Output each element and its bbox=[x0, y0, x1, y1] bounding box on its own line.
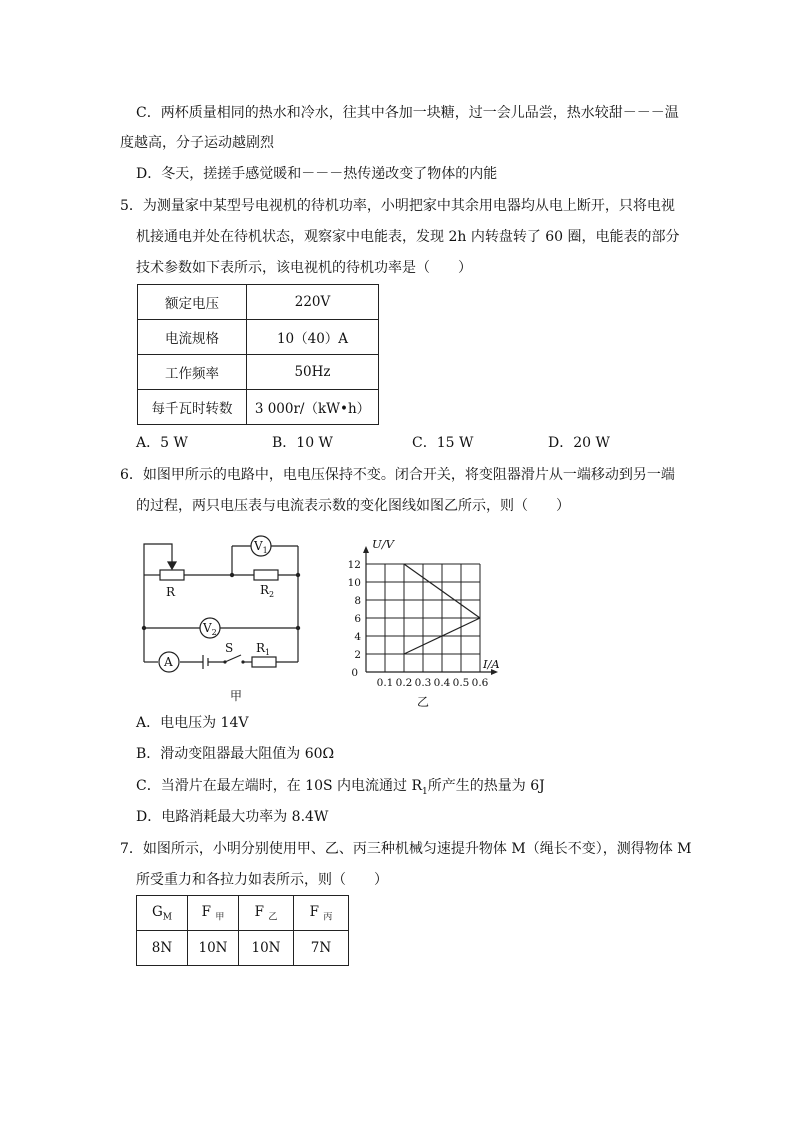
spec-value: 3 000r/（kW•h） bbox=[247, 390, 379, 425]
q6-option-a[interactable]: A．电电压为 14V bbox=[136, 715, 249, 731]
label-v2: $V_2$ bbox=[203, 621, 217, 637]
y-axis-label: U/V bbox=[372, 537, 394, 551]
label-r: R bbox=[166, 585, 176, 599]
q4-option-c-line2: 度越高，分子运动越剧烈 bbox=[120, 135, 274, 151]
resistor-r2 bbox=[254, 570, 278, 580]
q5-option-c[interactable]: C．15 W bbox=[412, 435, 474, 451]
label-v1: $V_1$ bbox=[254, 539, 268, 555]
table-row bbox=[137, 896, 349, 931]
graph-caption-yi: 乙 bbox=[416, 695, 430, 709]
q6-option-d[interactable]: D．电路消耗最大功率为 8.4W bbox=[136, 809, 329, 825]
spec-label: 电流规格 bbox=[138, 320, 247, 355]
value-f-jia: 10N bbox=[188, 931, 239, 966]
label-r1: $R_1$ bbox=[256, 641, 271, 657]
spec-value: 50Hz bbox=[247, 355, 379, 390]
q7-stem-line1: 7．如图所示，小明分别使用甲、乙、丙三种机械匀速提升物体 M（绳长不变），测得物体 M bbox=[120, 841, 692, 857]
table-row bbox=[137, 931, 349, 966]
y-tick-label: 8 bbox=[354, 595, 361, 607]
meter-spec-table bbox=[137, 284, 379, 425]
x-tick-label: 0.1 bbox=[376, 677, 394, 689]
q5-stem-line3: 技术参数如下表所示，该电视机的待机功率是（ ） bbox=[136, 260, 472, 276]
force-table bbox=[136, 895, 349, 966]
label-r2: $R_2$ bbox=[260, 583, 275, 599]
q5-option-b[interactable]: B．10 W bbox=[272, 435, 333, 451]
header-f-bing: F $_丙$ bbox=[294, 896, 349, 931]
x-tick-label: 0.3 bbox=[414, 677, 432, 689]
q5-stem-line1: 5．为测量家中某型号电视机的待机功率，小明把家中其余用电器均从电上断开，只将电视 bbox=[120, 198, 675, 214]
q6-stem-line2: 的过程，两只电压表与电流表示数的变化图线如图乙所示，则（ ） bbox=[136, 498, 570, 514]
header-f-jia: F $_甲$ bbox=[188, 896, 239, 931]
label-a: A bbox=[164, 655, 173, 669]
circuit-diagram bbox=[130, 528, 315, 708]
value-gm: 8N bbox=[137, 931, 188, 966]
resistor-r bbox=[160, 570, 184, 580]
y-axis-arrow bbox=[363, 546, 369, 553]
q5-stem-line2: 机接通电并处在待机状态，观察家中电能表，发现 2h 内转盘转了 60 圈，电能表的部分 bbox=[136, 229, 680, 245]
spec-label: 工作频率 bbox=[138, 355, 247, 390]
x-tick-label: 0.2 bbox=[395, 677, 413, 689]
q6-option-c[interactable]: C．当滑片在最左端时，在 10S 内电流通过 $R_1$所产生的热量为 6J bbox=[136, 778, 545, 797]
x-tick-label: 0.5 bbox=[452, 677, 470, 689]
switch-s bbox=[225, 655, 241, 662]
iv-graph bbox=[330, 532, 500, 710]
table-row bbox=[138, 390, 379, 425]
table-row bbox=[138, 285, 379, 320]
spec-label: 每千瓦时转数 bbox=[138, 390, 247, 425]
q4-option-c-line1: C．两杯质量相同的热水和冷水，往其中各加一块糖，过一会儿品尝，热水较甜－－－温 bbox=[136, 105, 679, 121]
value-f-yi: 10N bbox=[239, 931, 294, 966]
q4-option-d: D．冬天，搓搓手感觉暖和－－－热传递改变了物体的内能 bbox=[136, 166, 498, 182]
x-tick-label: 0.6 bbox=[471, 677, 489, 689]
y-tick-label: 12 bbox=[347, 559, 361, 571]
y-tick-label: 2 bbox=[354, 649, 361, 661]
x-axis-label: I/A bbox=[483, 657, 500, 671]
header-gm: $G_M$ bbox=[137, 896, 188, 931]
header-f-yi: F $_乙$ bbox=[239, 896, 294, 931]
slider-arrow bbox=[168, 562, 176, 569]
label-s: S bbox=[225, 641, 234, 655]
x-tick-label: 0.4 bbox=[433, 677, 451, 689]
y-tick-label: 4 bbox=[354, 631, 361, 643]
q6-option-b[interactable]: B．滑动变阻器最大阻值为 60Ω bbox=[136, 746, 335, 762]
q5-option-d[interactable]: D．20 W bbox=[548, 435, 610, 451]
spec-value: 10（40）A bbox=[247, 320, 379, 355]
value-f-bing: 7N bbox=[294, 931, 349, 966]
origin-label: 0 bbox=[351, 667, 358, 679]
diagram-caption-jia: 甲 bbox=[230, 689, 243, 703]
slider-wire bbox=[144, 544, 172, 573]
spec-value: 220V bbox=[247, 285, 379, 320]
q7-stem-line2: 所受重力和各拉力如表所示，则（ ） bbox=[136, 872, 388, 888]
table-row bbox=[138, 355, 379, 390]
y-tick-label: 6 bbox=[354, 613, 361, 625]
y-tick-label: 10 bbox=[347, 577, 361, 589]
table-row bbox=[138, 320, 379, 355]
q6-stem-line1: 6．如图甲所示的电路中，电电压保持不变。闭合开关，将变阻器滑片从一端移动到另一端 bbox=[120, 467, 675, 483]
resistor-r1 bbox=[252, 657, 276, 667]
q5-option-a[interactable]: A．5 W bbox=[136, 435, 188, 451]
spec-label: 额定电压 bbox=[138, 285, 247, 320]
